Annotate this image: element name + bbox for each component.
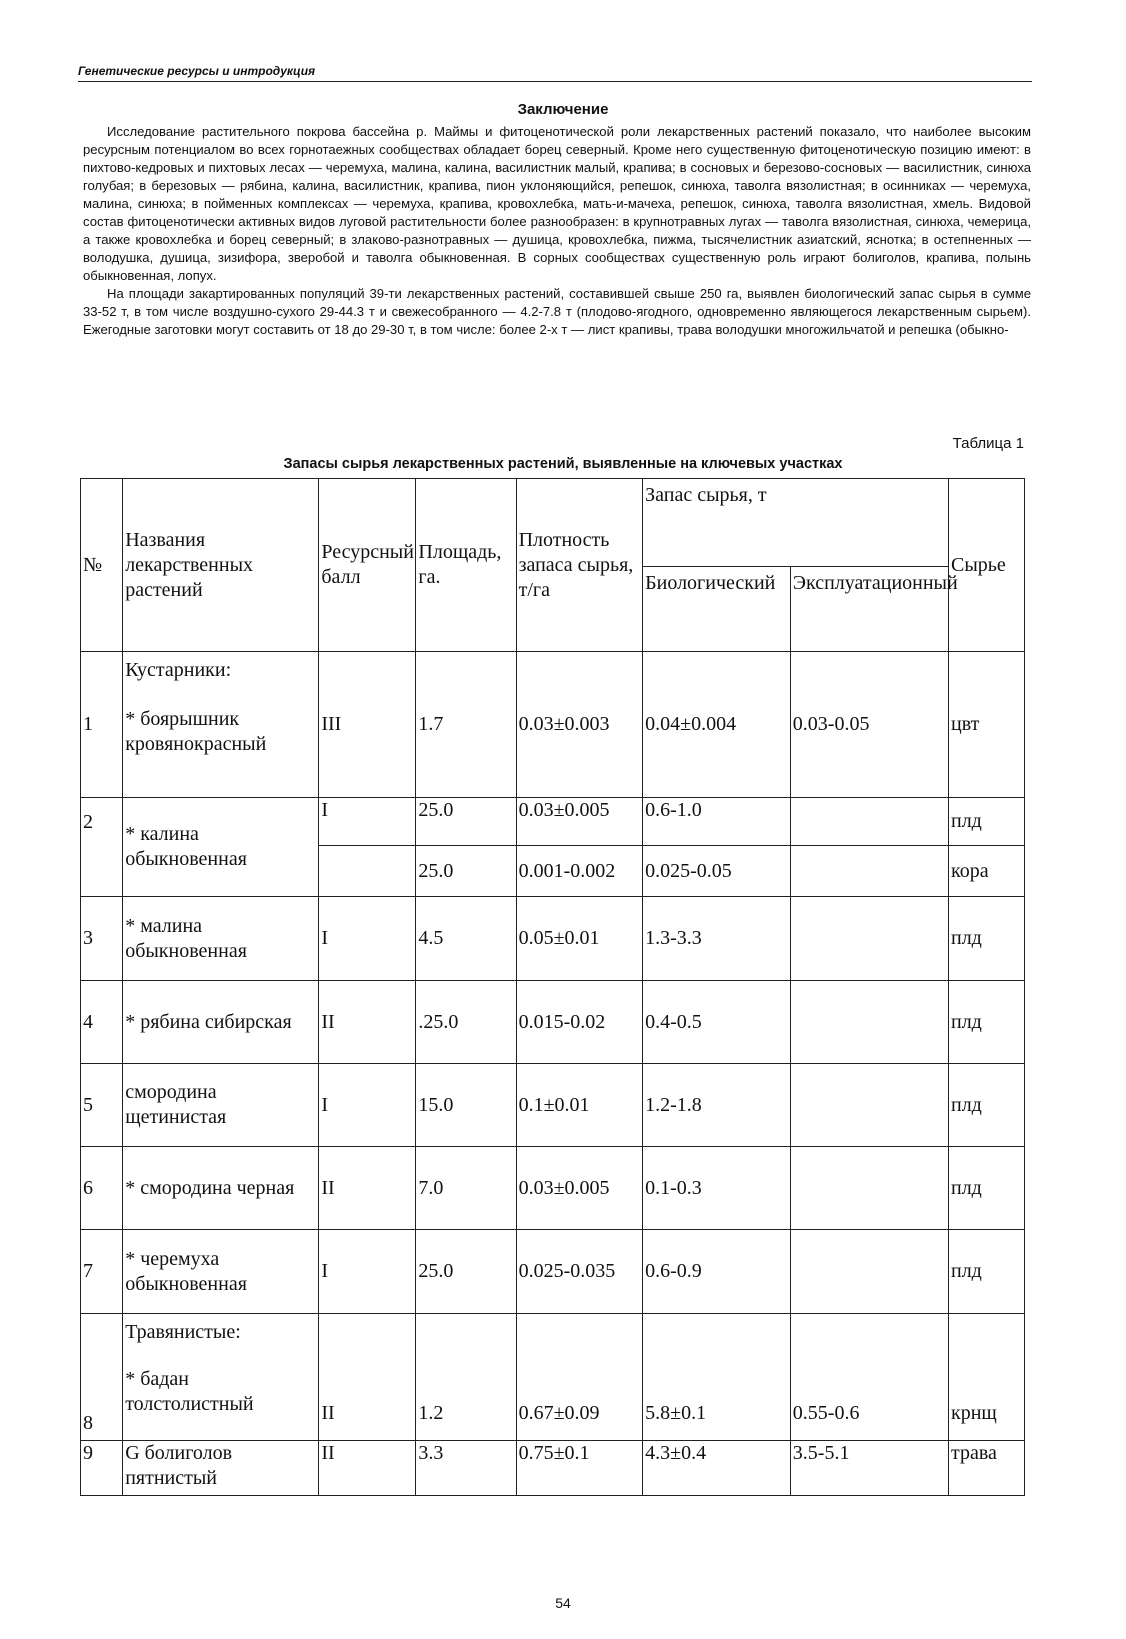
table-row [81,981,1025,1064]
cell-density: 0.05±0.01 [516,897,643,981]
cell-exp [790,981,948,1064]
cell-bio: 0.6-1.0 [643,798,791,846]
table-row [81,1064,1025,1147]
cell-name: * смородина черная [123,1147,319,1230]
col-header-area: Площадь, га. [416,479,516,652]
running-header: Генетические ресурсы и интродукция [78,64,1032,82]
cell-num: 5 [81,1064,123,1147]
cell-density: 0.03±0.005 [516,798,643,846]
cell-raw: крнщ [949,1314,1025,1441]
cell-num: 4 [81,981,123,1064]
cell-score: II [319,1314,416,1441]
cell-name [123,652,319,798]
cell-raw: трава [949,1441,1025,1496]
cell-area: 25.0 [416,1230,516,1314]
table-row [81,1441,1025,1496]
cell-num: 7 [81,1230,123,1314]
cell-area: 3.3 [416,1441,516,1496]
cell-score: II [319,1147,416,1230]
cell-area: .25.0 [416,981,516,1064]
cell-bio: 1.2-1.8 [643,1064,791,1147]
category-label-herbs: Травянистые: [125,1321,241,1343]
table-title: Запасы сырья лекарственных растений, выявленные на ключевых участках [283,456,843,472]
col-header-score: Ресурсный балл [319,479,416,652]
paragraph: Исследование растительного покрова бассейна р. Маймы и фитоценотической роли лекарственных растений показало, что наиболее высоким ресурсным потенциалом во всех горнотаежных сообществах обладает борец северный. Кроме него существенную фитоценотическую позицию имеют: в пихтово-кедровых и пихтовых лесах — черемуха, малина, калина, василистник малый, крапива; в сосновых и березово-сосновых — василистник, синюха голубая; в березовых — рябина, калина, василистник, крапива, пион уклоняющийся, репешок, синюха, таволга вязолистная; в осинниках — черемуха, малина, синюха; в пойменных комплексах — черемуха, крапива, кровохлебка, мать-и-мачеха, репешок, синюха, таволга вязолистная, хмель. Видовой состав фитоценотически активных видов луговой растительности более разнообразен: в крупнотравных лугах — таволга вязолистная, синюха, чемерица, а также кровохлебка и борец северный; в злаково-разнотравных — душица, кровохлебка, пижма, тысячелистник азиатский, ясноткa; в остепненных — володушка, душица, зизифора, зверобой и таволга обыкновенная. В сорных сообществах существенную роль играют болиголов, крапива, полынь обыкновенная, лопух. [83,124,1031,283]
cell-num: 3 [81,897,123,981]
cell-bio: 5.8±0.1 [643,1314,791,1441]
cell-exp: 3.5-5.1 [790,1441,948,1496]
cell-exp: 0.03-0.05 [790,652,948,798]
table-row [81,1230,1025,1314]
section-title: Заключение [517,101,609,118]
cell-score: I [319,798,416,846]
cell-density: 0.67±0.09 [516,1314,643,1441]
cell-area: 25.0 [416,798,516,846]
cell-score: I [319,1230,416,1314]
col-header-exp: Эксплуатационный [790,567,948,652]
cell-exp [790,798,948,846]
cell-score: I [319,897,416,981]
table-row [81,897,1025,981]
cell-bio: 0.1-0.3 [643,1147,791,1230]
cell-name: * калина обыкновенная [123,798,319,897]
cell-num: 2 [81,798,123,897]
cell-area: 25.0 [416,846,516,897]
cell-name: G болиголов пятнистый [123,1441,319,1496]
cell-name [123,1314,319,1441]
cell-raw: плд [949,1230,1025,1314]
plant-name: * бадан толстолистный [125,1368,254,1415]
cell-area: 1.7 [416,652,516,798]
cell-raw: цвт [949,652,1025,798]
cell-score [319,846,416,897]
cell-density: 0.001-0.002 [516,846,643,897]
cell-density: 0.015-0.02 [516,981,643,1064]
table-label: Таблица 1 [952,435,1024,452]
cell-raw: плд [949,1147,1025,1230]
cell-raw: кора [949,846,1025,897]
cell-area: 15.0 [416,1064,516,1147]
cell-area: 4.5 [416,897,516,981]
cell-exp [790,846,948,897]
cell-score: III [319,652,416,798]
cell-exp [790,1147,948,1230]
cell-num: 8 [81,1314,123,1441]
cell-name: смородина щетинистая [123,1064,319,1147]
cell-area: 1.2 [416,1314,516,1441]
plant-name: * боярышник кровянокрасный [125,708,267,755]
col-header-name: Названия лекарственных растений [123,479,319,652]
cell-density: 0.75±0.1 [516,1441,643,1496]
table-row [81,798,1025,846]
cell-density: 0.03±0.003 [516,652,643,798]
page-number: 54 [555,1595,571,1611]
cell-raw: плд [949,981,1025,1064]
cell-density: 0.03±0.005 [516,1147,643,1230]
cell-score: II [319,981,416,1064]
cell-num: 6 [81,1147,123,1230]
table-row [81,652,1025,798]
cell-bio: 0.025-0.05 [643,846,791,897]
cell-area: 7.0 [416,1147,516,1230]
cell-score: II [319,1441,416,1496]
cell-name: * малина обыкновенная [123,897,319,981]
col-header-density: Плотность запаса сырья, т/га [516,479,643,652]
cell-exp [790,1230,948,1314]
cell-bio: 1.3-3.3 [643,897,791,981]
table-row [81,1314,1025,1441]
cell-bio: 0.6-0.9 [643,1230,791,1314]
paragraph: На площади закартированных популяций 39-ти лекарственных растений, составившей свыше 250 га, выявлен биологический запас сырья в сумме 33-52 т, в том числе воздушно-сухого 29-44.3 т и свежесобранного — 4.2-7.8 т (плодово-ягодного, одновременно являющегося лекарственным сырьем). Ежегодные заготовки могут составить от 18 до 29-30 т, в том числе: более 2-х т — лист крапивы, трава володушки многожильчатой и репешка (обыкно- [83,286,1031,337]
cell-density: 0.025-0.035 [516,1230,643,1314]
cell-bio: 0.04±0.004 [643,652,791,798]
col-header-reserve: Запас сырья, т [643,479,949,567]
cell-raw: плд [949,798,1025,846]
cell-density: 0.1±0.01 [516,1064,643,1147]
cell-raw: плд [949,1064,1025,1147]
cell-bio: 0.4-0.5 [643,981,791,1064]
cell-exp [790,897,948,981]
cell-num: 1 [81,652,123,798]
cell-score: I [319,1064,416,1147]
table-row [81,1147,1025,1230]
cell-bio: 4.3±0.4 [643,1441,791,1496]
body-text [83,123,1031,339]
cell-name: * рябина сибирская [123,981,319,1064]
col-header-num: № [81,479,123,652]
category-label-shrubs: Кустарники: [125,659,232,681]
cell-raw: плд [949,897,1025,981]
cell-exp [790,1064,948,1147]
col-header-bio: Биологический [643,567,791,652]
cell-exp: 0.55-0.6 [790,1314,948,1441]
cell-name: * черемуха обыкновенная [123,1230,319,1314]
col-header-raw: Сырье [949,479,1025,652]
reserves-table [80,478,1025,1496]
cell-num: 9 [81,1441,123,1496]
